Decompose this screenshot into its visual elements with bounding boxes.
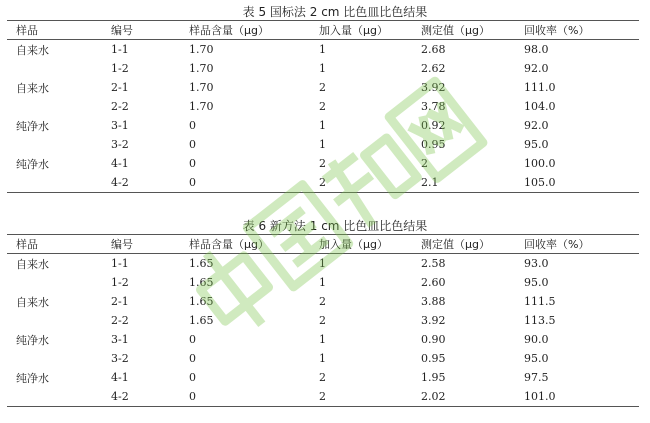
cell-number: 3-1 <box>111 333 129 346</box>
cell-added: 1 <box>319 138 326 151</box>
cell-number: 4-1 <box>111 371 129 384</box>
cell-measured: 2.58 <box>421 257 446 270</box>
header-added: 加入量（μg） <box>319 21 421 40</box>
cell-content: 1.70 <box>189 43 214 56</box>
table-6-block <box>0 218 650 407</box>
cell-added: 1 <box>319 257 326 270</box>
cell-sample: 纯净水 <box>16 371 49 385</box>
cell-content: 0 <box>189 119 196 132</box>
table-row <box>7 40 639 60</box>
header-measured: 测定值（μg） <box>421 21 524 40</box>
table-row <box>7 292 639 311</box>
cell-added: 1 <box>319 352 326 365</box>
table-caption: 表 6 新方法 1 cm 比色皿比色结果 <box>242 219 428 233</box>
cell-measured: 0.95 <box>421 352 446 365</box>
cell-added: 1 <box>319 62 326 75</box>
cell-recovery: 113.5 <box>524 314 556 327</box>
cell-content: 0 <box>189 333 196 346</box>
table-header-row <box>7 235 639 254</box>
cell-recovery: 92.0 <box>524 119 549 132</box>
cell-measured: 0.95 <box>421 138 446 151</box>
cell-added: 2 <box>319 295 326 308</box>
cell-measured: 3.92 <box>421 314 446 327</box>
cell-sample <box>7 387 111 407</box>
header-sample: 样品 <box>7 21 111 40</box>
cell-recovery: 100.0 <box>524 157 556 170</box>
cell-sample: 纯净水 <box>16 333 49 347</box>
cell-number: 1-2 <box>111 62 129 75</box>
cell-recovery: 97.5 <box>524 371 549 384</box>
cell-content: 1.70 <box>189 81 214 94</box>
cell-content: 1.70 <box>189 62 214 75</box>
cell-sample <box>7 311 111 330</box>
results-table <box>7 20 639 193</box>
cell-added: 1 <box>319 333 326 346</box>
cell-number: 4-1 <box>111 157 129 170</box>
cell-measured: 2.68 <box>421 43 446 56</box>
cell-added: 2 <box>319 371 326 384</box>
table-row <box>7 173 639 193</box>
table-row <box>7 330 639 349</box>
cell-sample <box>7 59 111 78</box>
cell-recovery: 90.0 <box>524 333 549 346</box>
cell-number: 3-1 <box>111 119 129 132</box>
results-table <box>7 234 639 407</box>
header-number: 编号 <box>111 21 189 40</box>
table-row <box>7 116 639 135</box>
table-row <box>7 349 639 368</box>
cell-number: 1-1 <box>111 257 129 270</box>
table-row <box>7 273 639 292</box>
cell-number: 4-2 <box>111 173 189 193</box>
cell-recovery: 93.0 <box>524 257 549 270</box>
header-content: 样品含量（μg） <box>189 235 319 254</box>
cell-content: 0 <box>189 371 196 384</box>
cell-recovery: 95.0 <box>524 138 549 151</box>
table-row <box>7 154 639 173</box>
table-row <box>7 368 639 387</box>
header-added: 加入量（μg） <box>319 235 421 254</box>
header-content: 样品含量（μg） <box>189 21 319 40</box>
cell-recovery: 111.5 <box>524 295 556 308</box>
cell-number: 4-2 <box>111 387 189 407</box>
cell-content: 0 <box>189 387 319 407</box>
cell-recovery: 101.0 <box>524 387 639 407</box>
cell-measured: 2.1 <box>421 173 524 193</box>
cell-content: 1.65 <box>189 257 214 270</box>
table-row <box>7 135 639 154</box>
cell-measured: 1.95 <box>421 371 446 384</box>
table-row <box>7 97 639 116</box>
cell-sample: 自来水 <box>16 43 49 57</box>
table-5-block <box>0 4 650 193</box>
cell-sample <box>7 349 111 368</box>
table-row <box>7 387 639 407</box>
table-row <box>7 311 639 330</box>
cell-recovery: 95.0 <box>524 352 549 365</box>
cell-recovery: 104.0 <box>524 100 556 113</box>
cell-recovery: 111.0 <box>524 81 556 94</box>
cell-number: 1-1 <box>111 43 129 56</box>
cell-content: 1.70 <box>189 100 214 113</box>
table-caption: 表 5 国标法 2 cm 比色皿比色结果 <box>242 5 428 19</box>
cell-added: 2 <box>319 314 326 327</box>
cell-added: 1 <box>319 276 326 289</box>
cell-added: 2 <box>319 81 326 94</box>
cell-measured: 3.92 <box>421 81 446 94</box>
cell-sample <box>7 273 111 292</box>
cell-measured: 2.60 <box>421 276 446 289</box>
cell-measured: 2.62 <box>421 62 446 75</box>
header-number: 编号 <box>111 235 189 254</box>
table-row <box>7 59 639 78</box>
cell-content: 1.65 <box>189 314 214 327</box>
cell-number: 1-2 <box>111 276 129 289</box>
cell-number: 2-1 <box>111 81 129 94</box>
cell-sample <box>7 135 111 154</box>
table-row <box>7 254 639 274</box>
cell-recovery: 92.0 <box>524 62 549 75</box>
cell-added: 1 <box>319 43 326 56</box>
cell-sample: 自来水 <box>16 81 49 95</box>
cell-recovery: 98.0 <box>524 43 549 56</box>
cell-number: 3-2 <box>111 352 129 365</box>
cell-measured: 3.78 <box>421 100 446 113</box>
cell-measured: 3.88 <box>421 295 446 308</box>
header-recovery: 回收率（%） <box>524 21 639 40</box>
cell-sample: 纯净水 <box>16 119 49 133</box>
cell-content: 0 <box>189 138 196 151</box>
cell-measured: 0.92 <box>421 119 446 132</box>
cell-added: 2 <box>319 387 421 407</box>
cell-recovery: 95.0 <box>524 276 549 289</box>
cell-sample: 自来水 <box>16 295 49 309</box>
cell-content: 1.65 <box>189 276 214 289</box>
header-sample: 样品 <box>7 235 111 254</box>
cell-sample: 纯净水 <box>16 157 49 171</box>
cell-recovery: 105.0 <box>524 173 639 193</box>
cell-number: 2-1 <box>111 295 129 308</box>
cell-content: 0 <box>189 173 319 193</box>
cell-number: 3-2 <box>111 138 129 151</box>
header-measured: 测定值（μg） <box>421 235 524 254</box>
cell-content: 0 <box>189 352 196 365</box>
cell-measured: 0.90 <box>421 333 446 346</box>
cell-added: 1 <box>319 119 326 132</box>
cell-sample <box>7 97 111 116</box>
cell-number: 2-2 <box>111 314 129 327</box>
cell-measured: 2 <box>421 157 428 170</box>
cell-sample: 自来水 <box>16 257 49 271</box>
table-header-row <box>7 21 639 40</box>
cell-added: 2 <box>319 173 421 193</box>
cell-number: 2-2 <box>111 100 129 113</box>
table-row <box>7 78 639 97</box>
cell-sample <box>7 173 111 193</box>
cell-content: 0 <box>189 157 196 170</box>
cell-measured: 2.02 <box>421 387 524 407</box>
cell-content: 1.65 <box>189 295 214 308</box>
cell-added: 2 <box>319 157 326 170</box>
header-recovery: 回收率（%） <box>524 235 639 254</box>
cell-added: 2 <box>319 100 326 113</box>
